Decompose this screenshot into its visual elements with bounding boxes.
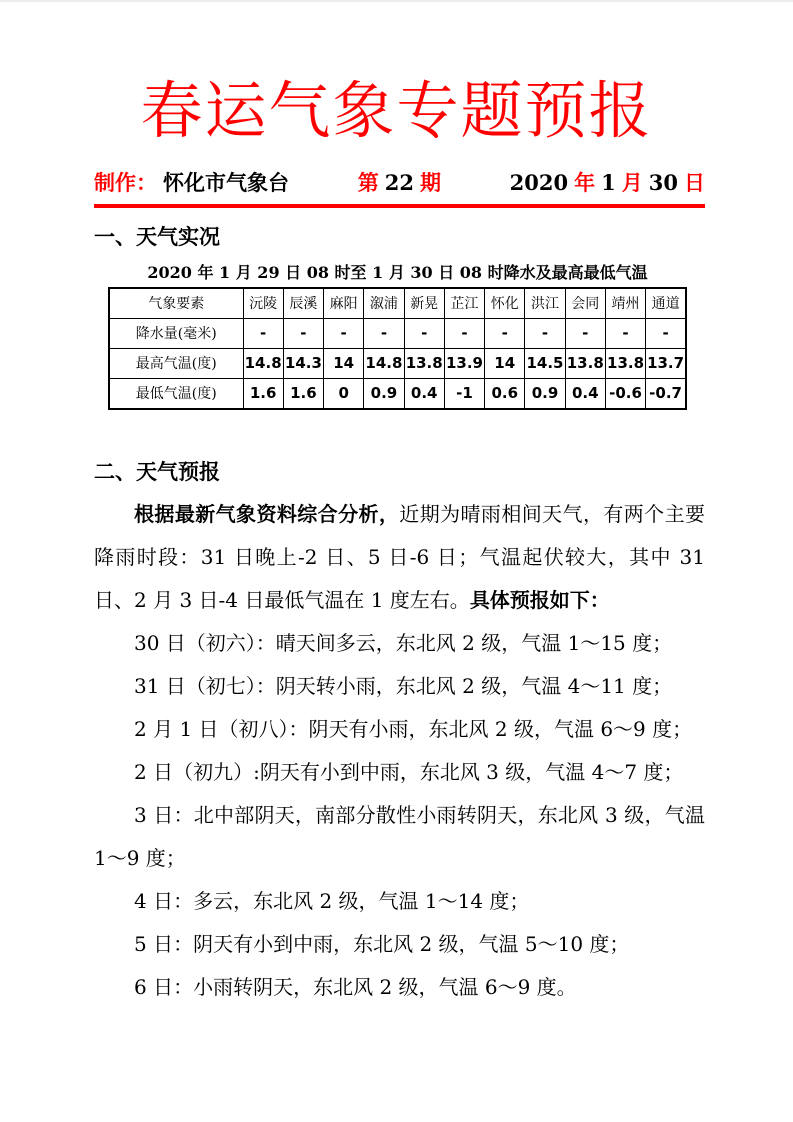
column-header: 溆浦 bbox=[364, 288, 404, 319]
issue-number bbox=[358, 167, 441, 197]
column-header: 洪江 bbox=[525, 288, 565, 319]
table-cell: 14 bbox=[485, 348, 525, 378]
table-cell: 0 bbox=[324, 378, 364, 409]
table-cell: 1.6 bbox=[283, 378, 323, 409]
table-cell: 13.8 bbox=[565, 348, 605, 378]
table-cell: 0.9 bbox=[525, 378, 565, 409]
producer-label: 制作： bbox=[94, 169, 157, 195]
section2-heading: 二、天气预报 bbox=[94, 458, 220, 484]
table-cell: - bbox=[646, 318, 686, 348]
date-year: 2020 bbox=[509, 169, 569, 195]
table-cell: 14.5 bbox=[525, 348, 565, 378]
row-label: 最高气温(度) bbox=[109, 348, 243, 378]
forecast-line-feb3: 3 日：北中部阴天，南部分散性小雨转阴天，东北风 3 级，气温 1～9 度； bbox=[94, 802, 705, 870]
column-header: 沅陵 bbox=[243, 288, 283, 319]
table-cell: 0.4 bbox=[565, 378, 605, 409]
table-cell: -0.6 bbox=[605, 378, 645, 409]
issue-number-value: 22 bbox=[384, 169, 414, 195]
table-cell: 0.9 bbox=[364, 378, 404, 409]
table-cell: 14.8 bbox=[243, 348, 283, 378]
table-cell: -0.7 bbox=[646, 378, 686, 409]
intro-body-text: 近期为晴雨相间天气，有两个主要降雨时段：31 日晚上-2 日、5 日-6 日；气温起伏较大，其中 31 日、2 月 3 日-4 日最低气温在 1 度左右。 bbox=[94, 501, 706, 612]
column-header: 新晃 bbox=[404, 288, 444, 319]
forecast-line-feb1: 2 月 1 日（初八）：阴天有小雨，东北风 2 级，气温 6～9 度； bbox=[134, 716, 693, 741]
row-label: 降水量(毫米) bbox=[109, 318, 243, 348]
document-content bbox=[94, 167, 705, 1009]
date-month: 1 bbox=[601, 169, 616, 195]
intro-bold-tail: 具体预报如下： bbox=[469, 587, 610, 612]
issue-prefix: 第 bbox=[357, 169, 379, 195]
date-day: 30 bbox=[648, 169, 678, 195]
column-header: 会同 bbox=[565, 288, 605, 319]
producer bbox=[94, 167, 289, 197]
column-header: 通道 bbox=[646, 288, 686, 319]
table-row-min-temp bbox=[109, 378, 686, 409]
row-label: 最低气温(度) bbox=[109, 378, 243, 409]
table-cell: - bbox=[364, 318, 404, 348]
weather-table-title: 2020 年 1 月 29 日 08 时至 1 月 30 日 08 时降水及最高最低气温 bbox=[147, 262, 648, 282]
table-cell: 14 bbox=[324, 348, 364, 378]
date-year-unit: 年 bbox=[574, 169, 596, 195]
weather-table bbox=[108, 287, 687, 410]
producer-value: 怀化市气象台 bbox=[163, 169, 289, 195]
date-month-unit: 月 bbox=[621, 169, 643, 195]
table-cell: 13.8 bbox=[404, 348, 444, 378]
forecast-line-day30: 30 日（初六）：晴天间多云，东北风 2 级，气温 1～15 度； bbox=[134, 630, 673, 655]
table-cell: - bbox=[324, 318, 364, 348]
column-header: 辰溪 bbox=[283, 288, 323, 319]
table-cell: - bbox=[525, 318, 565, 348]
issue-suffix: 期 bbox=[419, 169, 441, 195]
table-cell: - bbox=[605, 318, 645, 348]
column-header: 怀化 bbox=[485, 288, 525, 319]
column-header: 麻阳 bbox=[324, 288, 364, 319]
table-cell: - bbox=[404, 318, 444, 348]
forecast-line-feb4: 4 日：多云，东北风 2 级，气温 1～14 度； bbox=[134, 888, 530, 913]
masthead-row bbox=[94, 167, 705, 197]
date-day-unit: 日 bbox=[683, 169, 705, 195]
table-cell: 13.8 bbox=[605, 348, 645, 378]
table-row-precipitation bbox=[109, 318, 686, 348]
forecast-line-feb2: 2 日（初九）:阴天有小到中雨，东北风 3 级，气温 4～7 度； bbox=[134, 759, 684, 784]
table-cell: 13.9 bbox=[444, 348, 484, 378]
section1-heading: 一、天气实况 bbox=[94, 223, 220, 249]
intro-bold-lead: 根据最新气象资料综合分析， bbox=[134, 501, 400, 526]
table-header-row bbox=[109, 288, 686, 319]
table-row-max-temp bbox=[109, 348, 686, 378]
table-cell: 14.3 bbox=[283, 348, 323, 378]
forecast-intro-paragraph bbox=[94, 493, 705, 622]
document-title: 春运气象专题预报 bbox=[140, 74, 653, 147]
table-cell: 1.6 bbox=[243, 378, 283, 409]
forecast-line-day31: 31 日（初七）：阴天转小雨，东北风 2 级，气温 4～11 度； bbox=[134, 673, 673, 698]
table-cell: 0.6 bbox=[485, 378, 525, 409]
column-header: 芷江 bbox=[444, 288, 484, 319]
table-cell: - bbox=[565, 318, 605, 348]
table-cell: 14.8 bbox=[364, 348, 404, 378]
table-cell: - bbox=[243, 318, 283, 348]
red-divider bbox=[94, 204, 705, 208]
table-cell: 0.4 bbox=[404, 378, 444, 409]
table-cell: - bbox=[485, 318, 525, 348]
column-header: 气象要素 bbox=[109, 288, 243, 319]
forecast-line-feb6: 6 日：小雨转阴天，东北风 2 级，气温 6～9 度。 bbox=[134, 974, 577, 999]
table-cell: 13.7 bbox=[646, 348, 686, 378]
forecast-line-feb5: 5 日：阴天有小到中雨，东北风 2 级，气温 5～10 度； bbox=[134, 931, 630, 956]
issue-date bbox=[510, 167, 705, 197]
column-header: 靖州 bbox=[605, 288, 645, 319]
table-cell: - bbox=[283, 318, 323, 348]
table-cell: - bbox=[444, 318, 484, 348]
table-cell: -1 bbox=[444, 378, 484, 409]
